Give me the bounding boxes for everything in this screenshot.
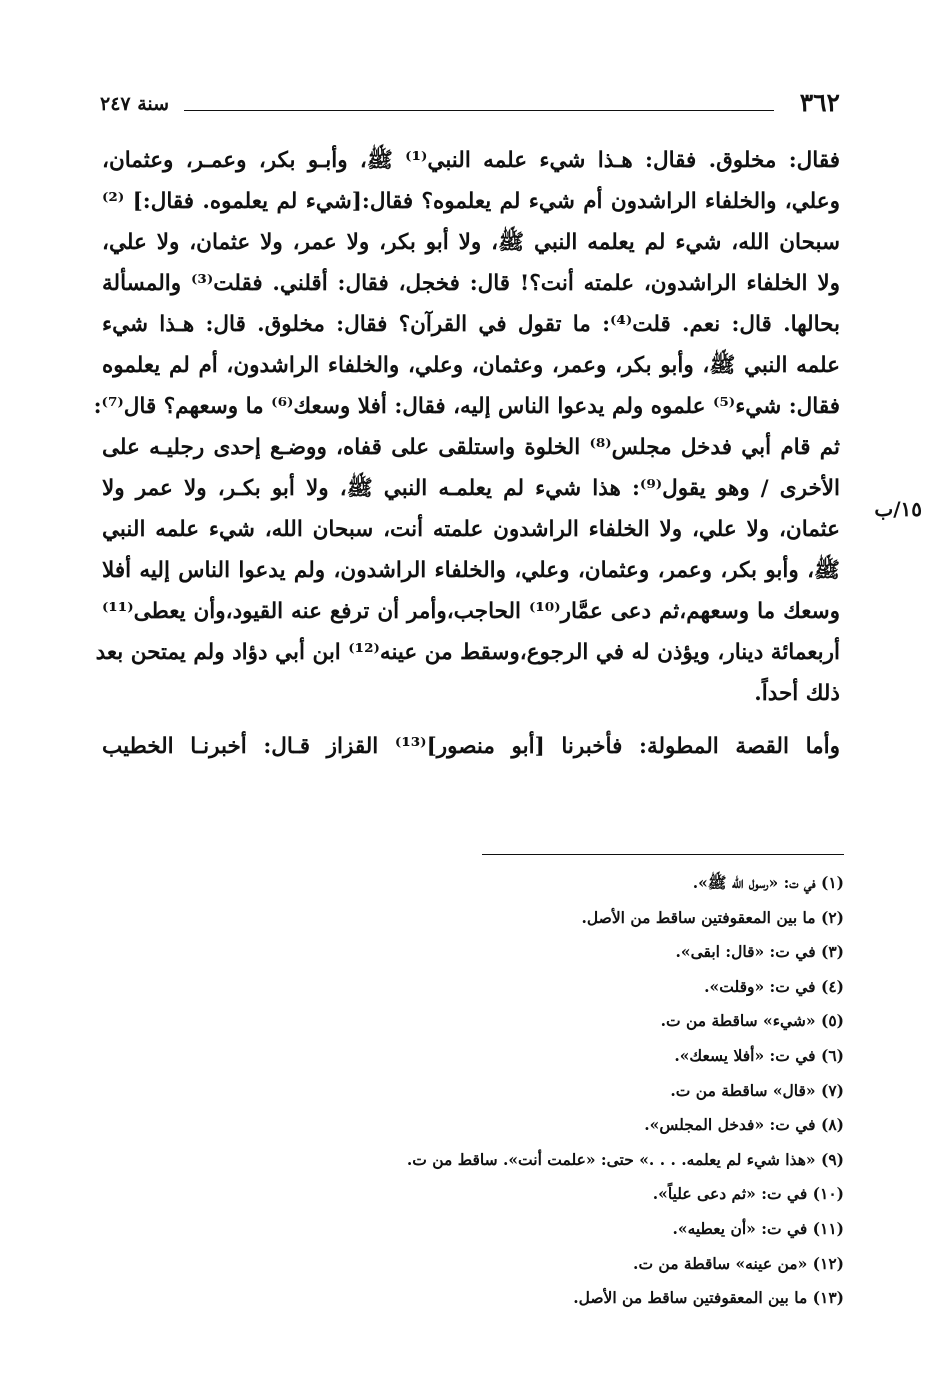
body-line: ثم قام أبي فدخل مجلس⁽⁸⁾ الخلوة واستلقى على قفاه، ووضـع إحدى رجليـه على (102, 435, 840, 460)
body-line: فقال: مخلوق. فقال: هـذا شيء علمه النبي⁽¹⁾ ﷺ، وأبـو بكر، وعمـر، وعثمان، (102, 148, 841, 173)
footnotes (284, 866, 844, 1316)
footnote: (١٢) «من عينه» ساقطة من ت. (633, 1253, 844, 1273)
body-line: ﷺ، وأبو بكر، وعمر، وعثمان، وعلي، والخلفاء الراشدون، ولم يدعوا الناس إليه أفلا (102, 558, 840, 583)
page-number: ٣٦٢ (799, 88, 840, 117)
footnote: (٧) «قال» ساقطة من ت. (670, 1080, 844, 1100)
footnote: (٥) «شيء» ساقطة من ت. (660, 1011, 844, 1031)
footnote-separator (482, 854, 844, 855)
body-line: وسعك ما وسعهم،ثم دعى عمَّار⁽¹⁰⁾ الحاجب،وأمر أن ترفع عنه القيود،وأن يعطى⁽¹¹⁾ (102, 599, 840, 624)
page-header (100, 88, 840, 124)
footnote: (٤) في ت: «وقلت». (704, 976, 844, 996)
body-line: علمه النبي ﷺ، وأبو بكر، وعمر، وعثمان، وعلي، والخلفاء الراشدون، أم لم يعلموه (102, 353, 840, 378)
body-line: ولا الخلفاء الراشدون، علمته أنت؟! قال: فخجل، فقال: أقلني. فقلت⁽³⁾ والمسألة (102, 271, 840, 296)
body-text (93, 140, 841, 767)
body-line: فقال: شيء⁽⁵⁾ علموه ولم يدعوا الناس إليه، فقال: أفلا وسعك⁽⁶⁾ ما وسعهم؟ قال⁽⁷⁾: (93, 394, 840, 419)
footnote: (٣) في ت: «قال: ابقى». (675, 942, 844, 962)
footnote: (٩) «هذا شيء لم يعلمه. . . .» حتى: «علمت أنت». ساقط من ت. (406, 1149, 844, 1169)
footnote: (١١) في ت: «أن يعطيه». (672, 1218, 844, 1238)
body-line: بحالها. قال: نعم. قلت⁽⁴⁾: ما تقول في القرآن؟ فقال: مخلوق. قال: هـذا شيء (102, 312, 841, 337)
header-rule (184, 110, 774, 111)
body-line: وأما القصة المطولة: فأخبرنا [أبو منصور]⁽¹³⁾ القزاز قـال: أخبرنـا الخطيب (102, 734, 840, 759)
footnote: (١٠) في ت: «ثم دعى علياً». (652, 1184, 844, 1204)
body-line: أربعمائة دينار، ويؤذن له في الرجوع،وسقط من عينه⁽¹²⁾ ابن أبي دؤاد ولم يمتحن بعد (95, 640, 840, 665)
footnote: (١) في ت: «رسول الله ﷺ». (692, 873, 844, 892)
body-line: الأخرى / وهو يقول⁽⁹⁾: هذا شيء لم يعلمـه النبي ﷺ، ولا أبو بكـر، ولا عمر ولا (102, 476, 840, 501)
body-line: عثمان، ولا علي، ولا الخلفاء الراشدون علمته أنت، سبحان الله، شيء علمه النبي (102, 517, 840, 542)
body-line: سبحان الله، شيء لم يعلمه النبي ﷺ، ولا أبو بكر، ولا عمر، ولا عثمان، ولا علي، (102, 230, 840, 255)
margin-folio-note: ١٥/ب (874, 497, 922, 521)
body-line: ذلك أحداً. (754, 681, 840, 706)
footnote: (٦) في ت: «أفلا يسعك». (674, 1045, 844, 1065)
footnote: (١٣) ما بين المعقوفتين ساقط من الأصل. (573, 1288, 844, 1308)
footnote: (٢) ما بين المعقوفتين ساقط من الأصل. (581, 907, 844, 927)
footnote: (٨) في ت: «فدخل المجلس». (644, 1115, 844, 1135)
running-head: سنة ٢٤٧ (100, 93, 170, 115)
body-line: وعلي، والخلفاء الراشدون أم شيء لم يعلموه؟ فقال:[شيء لم يعلموه. فقال:] ⁽²⁾ (102, 189, 840, 214)
